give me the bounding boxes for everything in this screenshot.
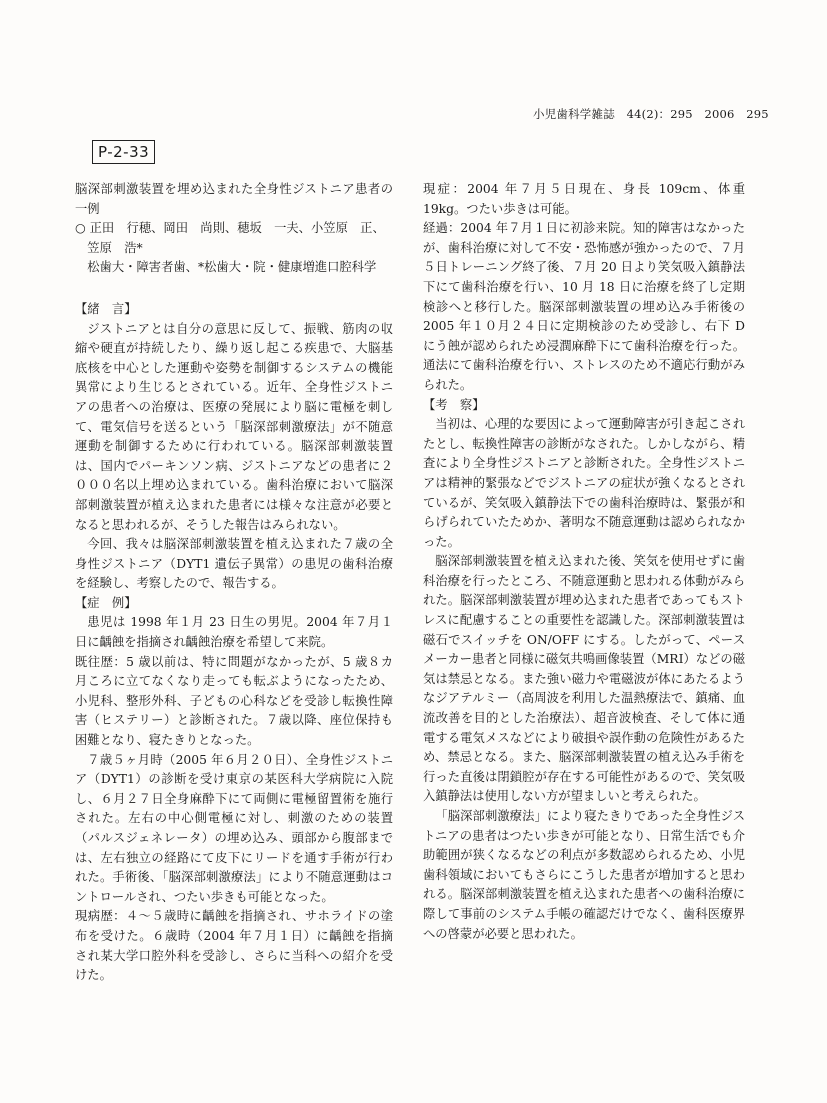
case-paragraph-3: ７歳５ヶ月時（2005 年６月２０日）、全身性ジストニア（DYT1）の診断を受け東京の某医科大学病院に入院し、６月２７日全身麻酔下にて両側に電極留置術を施行された。左右の中心側電極に対し、刺激のための装置（パルスジェネレータ）の埋め込み、頭部から腹部までは、左右独立の経路にて皮下にリードを通す手術が行われた。手術後、「脳深部刺激療法」により不随意運動はコントロールされ、つたい歩きも可能となった。 xyxy=(75,752,393,904)
discussion-paragraph-2: 脳深部刺激装置を植え込まれた後、笑気を使用せずに歯科治療を行ったところ、不随意運動と思われる体動がみられた。脳深部刺激装置が埋め込まれた患者であってもストレスに配慮することの重要性を認識した。深部刺激装置は磁石でスイッチを ON/OFF にする。したがって、ペースメーカー患者と同様に磁気共鳴画像装置（MRI）などの磁気は禁忌となる。また強い磁力や電磁波が体にあたるようなジアテルミー（高周波を利用した温熱療法で、鎮痛、血流改善を目的とした治療法）、超音波検査、そして体に通電する電気メスなどにより破損や誤作動の危険性があるため、禁忌となる。また、脳深部刺激装置の植え込み手術を行った直後は閉鎖腔が存在する可能性があるので、笑気吸入鎮静法は使用しない方が望ましいと考えられた。 xyxy=(423,554,745,804)
discussion-paragraph-1: 当初は、心理的な要因によって運動障害が引き起こされたとし、転換性障害の診断がなされた。しかしながら、精査により全身性ジストニアと診断された。全身性ジストニアは精神的緊張などでジストニアの症状が強くなるとされているが、笑気吸入鎮静法下での歯科治療時は、緊張が和らげられていたためか、著明な不随意運動は認められなかった。 xyxy=(423,417,745,549)
left-column xyxy=(75,180,393,986)
abstract-title: 脳深部刺激装置を埋め込まれた全身性ジストニア患者の一例 xyxy=(75,182,393,216)
present-illness-paragraph: 現病歴：４～５歳時に齲蝕を指摘され、サホライドの塗布を受けた。６歳時（2004 年７月１日）に齲蝕を指摘され某大学口腔外科を受診し、さらに当科への紹介を受けた。 xyxy=(75,909,393,983)
journal-header: 小児歯科学雑誌 44(2)：295 2006 295 xyxy=(533,107,769,121)
intro-paragraph-1: ジストニアとは自分の意思に反して、振戦、筋肉の収縮や硬直が持続したり、繰り返し起こる疾患で、大脳基底核を中心とした運動や姿勢を制御するシステムの機能異常により生じるとされている。近年、全身性ジストニアの患者への治療は、医療の発展により脳に電極を刺して、電気信号を送るという「脳深部刺激療法」が不随意運動を制御するために行われている。脳深部刺激装置は、国内でパーキンソン病、ジストニアなどの患者に２０００名以上埋め込まれている。歯科治療において脳深部刺激装置が植え込まれた患者には様々な注意が必要となると思われるが、そうした報告はみられない。 xyxy=(75,321,393,532)
right-column xyxy=(423,180,745,944)
discussion-paragraph-3: 「脳深部刺激療法」により寝たきりであった全身性ジストニアの患者はつたい歩きが可能となり、日常生活でも介助範囲が狭くなるなどの利点が多数認められるため、小児歯科領域においてもさらにこうした患者が増加すると思われる。脳深部刺激装置を植え込まれた患者への歯科治療に際して事前のシステム手帳の確認だけでなく、歯科医療界への啓蒙が必要と思われた。 xyxy=(423,809,745,941)
section-heading-case: 【症 例】 xyxy=(75,595,137,610)
case-paragraph-1: 患児は 1998 年１月 23 日生の男児。2004 年７月１日に齲蝕を指摘され齲蝕治療を希望して来院。 xyxy=(75,615,393,650)
course-paragraph: 経過：2004 年７月１日に初診来院。知的障害はなかったが、歯科治療に対して不安・恐怖感が強かったので、７月５日トレーニング終了後、７月 20 日より笑気吸入鎮静法下にて歯科治療を行い、10 月 18 日に治療を終了し定期検診へと移行した。脳深部刺激装置の埋め込み手術後の 2005 年１０月２４日に定期検診のため受診し、右下 D にう蝕が認められため浸潤麻酔下にて歯科治療を行った。通法にて歯科治療を行い、ストレスのため不適応行動がみられた。 xyxy=(423,221,745,392)
authors-block xyxy=(75,219,393,278)
case-history-paragraph: 既往歴：5 歳以前は、特に問題がなかったが、5 歳８カ月ころに立てなくなり走っても転ぶようになったため、小児科、整形外科、子どもの心科などを受診し転換性障害（ヒステリー）と診断された。７歳以降、座位保持も困難となり、寝たきりとなった。 xyxy=(75,654,393,748)
authors-line-1: ○ 正田 行穂、岡田 尚則、穂坂 一夫、小笠原 正、 xyxy=(75,221,385,236)
abstract-code: P-2-33 xyxy=(92,140,155,164)
affiliation: 松歯大・障害者歯、*松歯大・院・健康増進口腔科学 xyxy=(87,260,377,275)
section-heading-discussion: 【考 察】 xyxy=(423,397,485,412)
current-status-paragraph: 現症：2004 年７月５日現在、身長 109cm、体重 19kg。つたい歩きは可能。 xyxy=(423,182,745,216)
authors-line-2: 笠原 浩* xyxy=(87,240,143,255)
intro-paragraph-2: 今回、我々は脳深部刺激装置を植え込まれた７歳の全身性ジストニア（DYT1 遺伝子異常）の患児の歯科治療を経験し、考察したので、報告する。 xyxy=(75,537,393,591)
section-heading-intro: 【緒 言】 xyxy=(75,301,137,316)
